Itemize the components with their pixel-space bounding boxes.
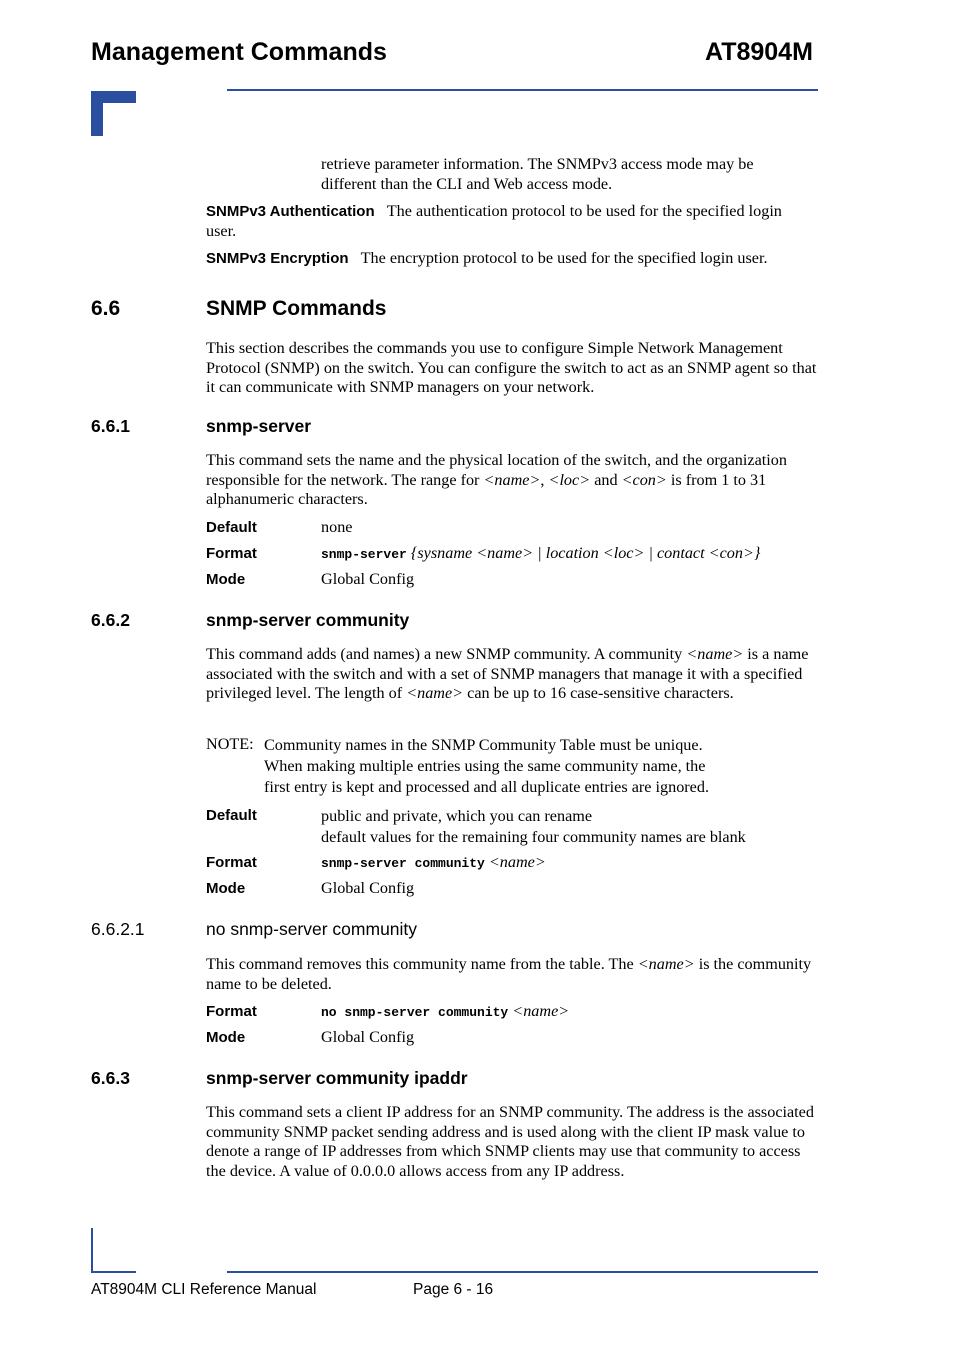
section-6-6-title: SNMP Commands (206, 297, 387, 320)
section-6-6-2-body: This command adds (and names) a new SNMP community. A community <name> is a name associated with the switch and with a set of SNMP managers that manage it with a specified privileged level. The length of <name> can be up to 16 case-sensitive characters. (206, 645, 809, 703)
footer-corner-vertical (91, 1228, 93, 1273)
format-label: Format (206, 854, 257, 871)
format-label: Format (206, 545, 257, 562)
footer-manual-title: AT8904M CLI Reference Manual (91, 1281, 317, 1298)
enc-text: The encryption protocol to be used for the specified login user. (360, 249, 768, 267)
note-text: Community names in the SNMP Community Table must be unique. When making multiple entries using the same community name, the first entry is kept and processed and all duplicate entries are ignored. (264, 736, 709, 796)
footer-page-number: Page 6 - 16 (413, 1281, 494, 1298)
format-value: snmp-server community <name> (321, 853, 546, 871)
default-label: Default (206, 519, 257, 536)
section-6-6-3-title: snmp-server community ipaddr (206, 1068, 468, 1088)
auth-label: SNMPv3 Authentication (206, 203, 375, 220)
footer-rule (227, 1271, 818, 1273)
mode-label: Mode (206, 1029, 246, 1046)
section-6-6-1-title: snmp-server (206, 416, 312, 436)
default-label: Default (206, 807, 257, 824)
format-value: snmp-server {sysname <name> | location <loc> | contact <con>} (321, 544, 761, 562)
section-6-6-1-body: This command sets the name and the physical location of the switch, and the organization responsible for the network. The range for <name>, <loc> and <con> is from 1 to 31 alphanumeric characters. (206, 451, 787, 509)
enc-row (206, 249, 821, 269)
header-rule (227, 89, 818, 91)
auth-row (206, 202, 806, 241)
auth-text: The authentication protocol to be used for the specified login user. (206, 202, 782, 240)
section-6-6-number: 6.6 (91, 297, 121, 320)
mode-value: Global Config (321, 570, 415, 588)
default-value: public and private, which you can rename default values for the remaining four community names are blank (321, 807, 746, 846)
mode-label: Mode (206, 880, 246, 897)
section-6-6-1-number: 6.6.1 (91, 416, 130, 436)
section-6-6-3-number: 6.6.3 (91, 1068, 130, 1088)
section-6-6-3-body: This command sets a client IP address for an SNMP community. The address is the associated community SNMP packet sending address and is used along with the client IP mask value to denote a range of IP addresses from which SNMP clients may use that community to access the device. A value of 0.0.0.0 allows access from any IP address. (206, 1103, 814, 1180)
section-6-6-2-1-body: This command removes this community name from the table. The <name> is the community name to be deleted. (206, 955, 812, 993)
mode-value: Global Config (321, 879, 415, 897)
continued-text: retrieve parameter information. The SNMPv3 access mode may be different than the CLI and Web access mode. (321, 155, 754, 193)
note-label: NOTE: (206, 735, 254, 753)
section-6-6-2-1-number: 6.6.2.1 (91, 919, 145, 939)
section-6-6-2-1-title: no snmp-server community (206, 919, 418, 939)
mode-label: Mode (206, 571, 246, 588)
format-label: Format (206, 1003, 257, 1020)
section-6-6-body: This section describes the commands you use to configure Simple Network Management Protocol (SNMP) on the switch. You can configure the switch to act as an SNMP agent so that it can communicate with SNMP managers on your network. (206, 339, 817, 397)
corner-mark-icon (91, 91, 136, 136)
mode-value: Global Config (321, 1028, 415, 1046)
format-value: no snmp-server community <name> (321, 1002, 570, 1020)
default-value: none (321, 518, 353, 536)
section-6-6-2-title: snmp-server community (206, 610, 410, 630)
section-6-6-2-number: 6.6.2 (91, 610, 130, 630)
footer-corner-horizontal (91, 1271, 136, 1273)
enc-label: SNMPv3 Encryption (206, 250, 349, 267)
header-section-title: Management Commands (91, 38, 387, 66)
header-product: AT8904M (705, 38, 813, 66)
